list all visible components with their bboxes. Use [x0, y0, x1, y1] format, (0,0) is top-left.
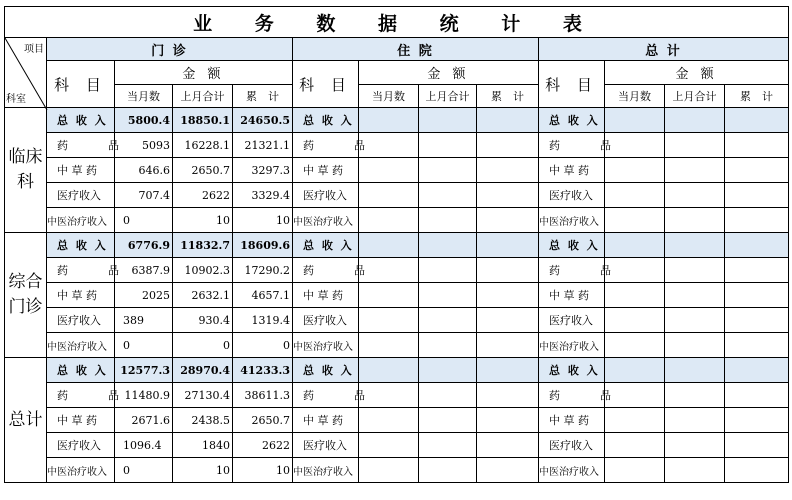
business-data-table [4, 6, 789, 483]
last-total-cell: 2622 [173, 183, 233, 208]
total-last-cell [665, 433, 725, 458]
current-month-cell: 5093 [115, 133, 173, 158]
corner-item-label: 项目 [24, 44, 44, 55]
total-current-cell [605, 358, 665, 383]
inpatient-last-cell [419, 133, 477, 158]
inpatient-item-cell: 中 草 药 [293, 283, 359, 308]
total-item-cell: 中医治疗收入 [539, 208, 605, 233]
total-current-cell [605, 408, 665, 433]
total-last-cell [665, 258, 725, 283]
total-item-cell: 总 收 入 [539, 233, 605, 258]
inpatient-last-cell [419, 233, 477, 258]
last-total-cell: 10 [173, 208, 233, 233]
total-current-cell [605, 108, 665, 133]
total-current-cell [605, 308, 665, 333]
col-header-last-total: 上月合计 [419, 85, 477, 108]
inpatient-item-cell: 中医治疗收入 [293, 458, 359, 483]
inpatient-item-cell: 医疗收入 [293, 308, 359, 333]
last-total-cell: 28970.4 [173, 358, 233, 383]
subject-header: 科 目 [47, 61, 115, 108]
inpatient-last-cell [419, 408, 477, 433]
cumulative-cell: 2650.7 [233, 408, 293, 433]
inpatient-item-cell: 药 品 [293, 258, 359, 283]
inpatient-last-cell [419, 258, 477, 283]
inpatient-cumulative-cell [477, 458, 539, 483]
cumulative-cell: 10 [233, 208, 293, 233]
table-row [5, 158, 789, 183]
inpatient-cumulative-cell [477, 408, 539, 433]
total-last-cell [665, 358, 725, 383]
last-total-cell: 1840 [173, 433, 233, 458]
inpatient-item-cell: 中医治疗收入 [293, 208, 359, 233]
cumulative-cell: 17290.2 [233, 258, 293, 283]
total-cumulative-cell [725, 408, 789, 433]
inpatient-cumulative-cell [477, 308, 539, 333]
total-item-cell: 药 品 [539, 133, 605, 158]
total-current-cell [605, 333, 665, 358]
cumulative-cell: 24650.5 [233, 108, 293, 133]
total-last-cell [665, 133, 725, 158]
inpatient-item-cell: 中医治疗收入 [293, 333, 359, 358]
cumulative-cell: 2622 [233, 433, 293, 458]
inpatient-current-cell [359, 233, 419, 258]
inpatient-current-cell [359, 308, 419, 333]
current-month-cell: 0 [115, 458, 173, 483]
total-last-cell [665, 308, 725, 333]
amount-header: 金 额 [359, 61, 539, 85]
inpatient-current-cell [359, 458, 419, 483]
item-cell: 医疗收入 [47, 183, 115, 208]
total-cumulative-cell [725, 183, 789, 208]
total-item-cell: 中医治疗收入 [539, 458, 605, 483]
table-row [5, 383, 789, 408]
total-cumulative-cell [725, 358, 789, 383]
item-cell: 药 品 [47, 383, 115, 408]
cumulative-cell: 41233.3 [233, 358, 293, 383]
total-current-cell [605, 233, 665, 258]
inpatient-item-cell: 医疗收入 [293, 433, 359, 458]
cumulative-cell: 0 [233, 333, 293, 358]
item-cell: 医疗收入 [47, 308, 115, 333]
total-last-cell [665, 108, 725, 133]
total-item-cell: 中医治疗收入 [539, 333, 605, 358]
total-item-cell: 中 草 药 [539, 408, 605, 433]
total-current-cell [605, 158, 665, 183]
current-month-cell: 11480.9 [115, 383, 173, 408]
dept-name-cell: 综合门诊 [5, 233, 47, 358]
inpatient-last-cell [419, 308, 477, 333]
table-row [5, 108, 789, 133]
subject-header: 科 目 [293, 61, 359, 108]
inpatient-item-cell: 中 草 药 [293, 408, 359, 433]
current-month-cell: 389 [115, 308, 173, 333]
total-current-cell [605, 183, 665, 208]
cumulative-cell: 1319.4 [233, 308, 293, 333]
total-cumulative-cell [725, 233, 789, 258]
inpatient-cumulative-cell [477, 358, 539, 383]
total-last-cell [665, 458, 725, 483]
col-header-current: 当月数 [605, 85, 665, 108]
item-cell: 中医治疗收入 [47, 458, 115, 483]
inpatient-item-cell: 中 草 药 [293, 158, 359, 183]
current-month-cell: 12577.3 [115, 358, 173, 383]
inpatient-current-cell [359, 358, 419, 383]
inpatient-cumulative-cell [477, 133, 539, 158]
current-month-cell: 6776.9 [115, 233, 173, 258]
item-cell: 中医治疗收入 [47, 208, 115, 233]
total-cumulative-cell [725, 383, 789, 408]
current-month-cell: 0 [115, 333, 173, 358]
col-header-last-total: 上月合计 [173, 85, 233, 108]
total-cumulative-cell [725, 433, 789, 458]
table-row [5, 358, 789, 383]
inpatient-cumulative-cell [477, 283, 539, 308]
inpatient-current-cell [359, 208, 419, 233]
inpatient-cumulative-cell [477, 233, 539, 258]
last-total-cell: 11832.7 [173, 233, 233, 258]
inpatient-last-cell [419, 333, 477, 358]
last-total-cell: 10 [173, 458, 233, 483]
inpatient-current-cell [359, 108, 419, 133]
current-month-cell: 1096.4 [115, 433, 173, 458]
col-header-last-total: 上月合计 [665, 85, 725, 108]
current-month-cell: 0 [115, 208, 173, 233]
cumulative-cell: 38611.3 [233, 383, 293, 408]
total-cumulative-cell [725, 133, 789, 158]
total-item-cell: 总 收 入 [539, 358, 605, 383]
col-header-current: 当月数 [359, 85, 419, 108]
table-row [5, 458, 789, 483]
total-last-cell [665, 283, 725, 308]
amount-header: 金 额 [605, 61, 789, 85]
item-cell: 中 草 药 [47, 158, 115, 183]
last-total-cell: 16228.1 [173, 133, 233, 158]
table-row [5, 433, 789, 458]
total-item-cell: 药 品 [539, 258, 605, 283]
last-total-cell: 0 [173, 333, 233, 358]
current-month-cell: 2025 [115, 283, 173, 308]
cumulative-cell: 21321.1 [233, 133, 293, 158]
col-header-cumulative: 累 计 [233, 85, 293, 108]
current-month-cell: 646.6 [115, 158, 173, 183]
current-month-cell: 707.4 [115, 183, 173, 208]
col-header-current: 当月数 [115, 85, 173, 108]
inpatient-last-cell [419, 208, 477, 233]
corner-dept-label: 科室 [6, 94, 26, 105]
item-cell: 药 品 [47, 133, 115, 158]
inpatient-item-cell: 药 品 [293, 383, 359, 408]
table-row [5, 333, 789, 358]
inpatient-item-cell: 医疗收入 [293, 183, 359, 208]
corner-header-cell [5, 38, 47, 108]
group-header-outpatient: 门 诊 [47, 38, 293, 61]
cumulative-cell: 3297.3 [233, 158, 293, 183]
inpatient-last-cell [419, 283, 477, 308]
inpatient-last-cell [419, 158, 477, 183]
item-cell: 总 收 入 [47, 108, 115, 133]
inpatient-current-cell [359, 408, 419, 433]
dept-name-cell: 总计 [5, 358, 47, 483]
item-cell: 总 收 入 [47, 233, 115, 258]
col-header-cumulative: 累 计 [725, 85, 789, 108]
inpatient-cumulative-cell [477, 433, 539, 458]
total-item-cell: 医疗收入 [539, 308, 605, 333]
inpatient-current-cell [359, 333, 419, 358]
inpatient-last-cell [419, 108, 477, 133]
item-cell: 中 草 药 [47, 283, 115, 308]
cumulative-cell: 10 [233, 458, 293, 483]
item-cell: 总 收 入 [47, 358, 115, 383]
current-month-cell: 5800.4 [115, 108, 173, 133]
total-cumulative-cell [725, 258, 789, 283]
cumulative-cell: 4657.1 [233, 283, 293, 308]
inpatient-cumulative-cell [477, 333, 539, 358]
inpatient-last-cell [419, 383, 477, 408]
total-current-cell [605, 208, 665, 233]
table-row [5, 408, 789, 433]
inpatient-current-cell [359, 433, 419, 458]
total-cumulative-cell [725, 458, 789, 483]
total-cumulative-cell [725, 108, 789, 133]
inpatient-last-cell [419, 358, 477, 383]
inpatient-cumulative-cell [477, 183, 539, 208]
last-total-cell: 2632.1 [173, 283, 233, 308]
total-last-cell [665, 233, 725, 258]
total-current-cell [605, 458, 665, 483]
inpatient-current-cell [359, 283, 419, 308]
total-item-cell: 医疗收入 [539, 433, 605, 458]
inpatient-cumulative-cell [477, 208, 539, 233]
total-item-cell: 中 草 药 [539, 158, 605, 183]
subject-header: 科 目 [539, 61, 605, 108]
last-total-cell: 2650.7 [173, 158, 233, 183]
inpatient-last-cell [419, 458, 477, 483]
col-header-cumulative: 累 计 [477, 85, 539, 108]
last-total-cell: 2438.5 [173, 408, 233, 433]
total-cumulative-cell [725, 208, 789, 233]
total-cumulative-cell [725, 308, 789, 333]
total-last-cell [665, 383, 725, 408]
item-cell: 药 品 [47, 258, 115, 283]
group-header-total: 总 计 [539, 38, 789, 61]
inpatient-item-cell: 总 收 入 [293, 358, 359, 383]
total-last-cell [665, 183, 725, 208]
total-last-cell [665, 333, 725, 358]
table-row [5, 133, 789, 158]
total-item-cell: 医疗收入 [539, 183, 605, 208]
table-title: 业 务 数 据 统 计 表 [5, 7, 789, 38]
total-item-cell: 中 草 药 [539, 283, 605, 308]
inpatient-current-cell [359, 183, 419, 208]
total-last-cell [665, 208, 725, 233]
inpatient-cumulative-cell [477, 108, 539, 133]
total-item-cell: 药 品 [539, 383, 605, 408]
table-row [5, 258, 789, 283]
last-total-cell: 930.4 [173, 308, 233, 333]
table-row [5, 308, 789, 333]
total-cumulative-cell [725, 283, 789, 308]
table-row [5, 233, 789, 258]
total-last-cell [665, 158, 725, 183]
total-current-cell [605, 433, 665, 458]
amount-header: 金 额 [115, 61, 293, 85]
last-total-cell: 18850.1 [173, 108, 233, 133]
total-cumulative-cell [725, 333, 789, 358]
cumulative-cell: 3329.4 [233, 183, 293, 208]
inpatient-current-cell [359, 158, 419, 183]
last-total-cell: 27130.4 [173, 383, 233, 408]
inpatient-cumulative-cell [477, 158, 539, 183]
item-cell: 中医治疗收入 [47, 333, 115, 358]
inpatient-item-cell: 总 收 入 [293, 108, 359, 133]
current-month-cell: 6387.9 [115, 258, 173, 283]
inpatient-cumulative-cell [477, 258, 539, 283]
inpatient-item-cell: 总 收 入 [293, 233, 359, 258]
inpatient-cumulative-cell [477, 383, 539, 408]
current-month-cell: 2671.6 [115, 408, 173, 433]
inpatient-item-cell: 药 品 [293, 133, 359, 158]
cumulative-cell: 18609.6 [233, 233, 293, 258]
total-cumulative-cell [725, 158, 789, 183]
total-last-cell [665, 408, 725, 433]
table-row [5, 208, 789, 233]
group-header-inpatient: 住 院 [293, 38, 539, 61]
inpatient-last-cell [419, 433, 477, 458]
table-row [5, 183, 789, 208]
total-current-cell [605, 283, 665, 308]
dept-name-cell: 临床科 [5, 108, 47, 233]
inpatient-last-cell [419, 183, 477, 208]
table-row [5, 283, 789, 308]
total-item-cell: 总 收 入 [539, 108, 605, 133]
item-cell: 医疗收入 [47, 433, 115, 458]
item-cell: 中 草 药 [47, 408, 115, 433]
last-total-cell: 10902.3 [173, 258, 233, 283]
